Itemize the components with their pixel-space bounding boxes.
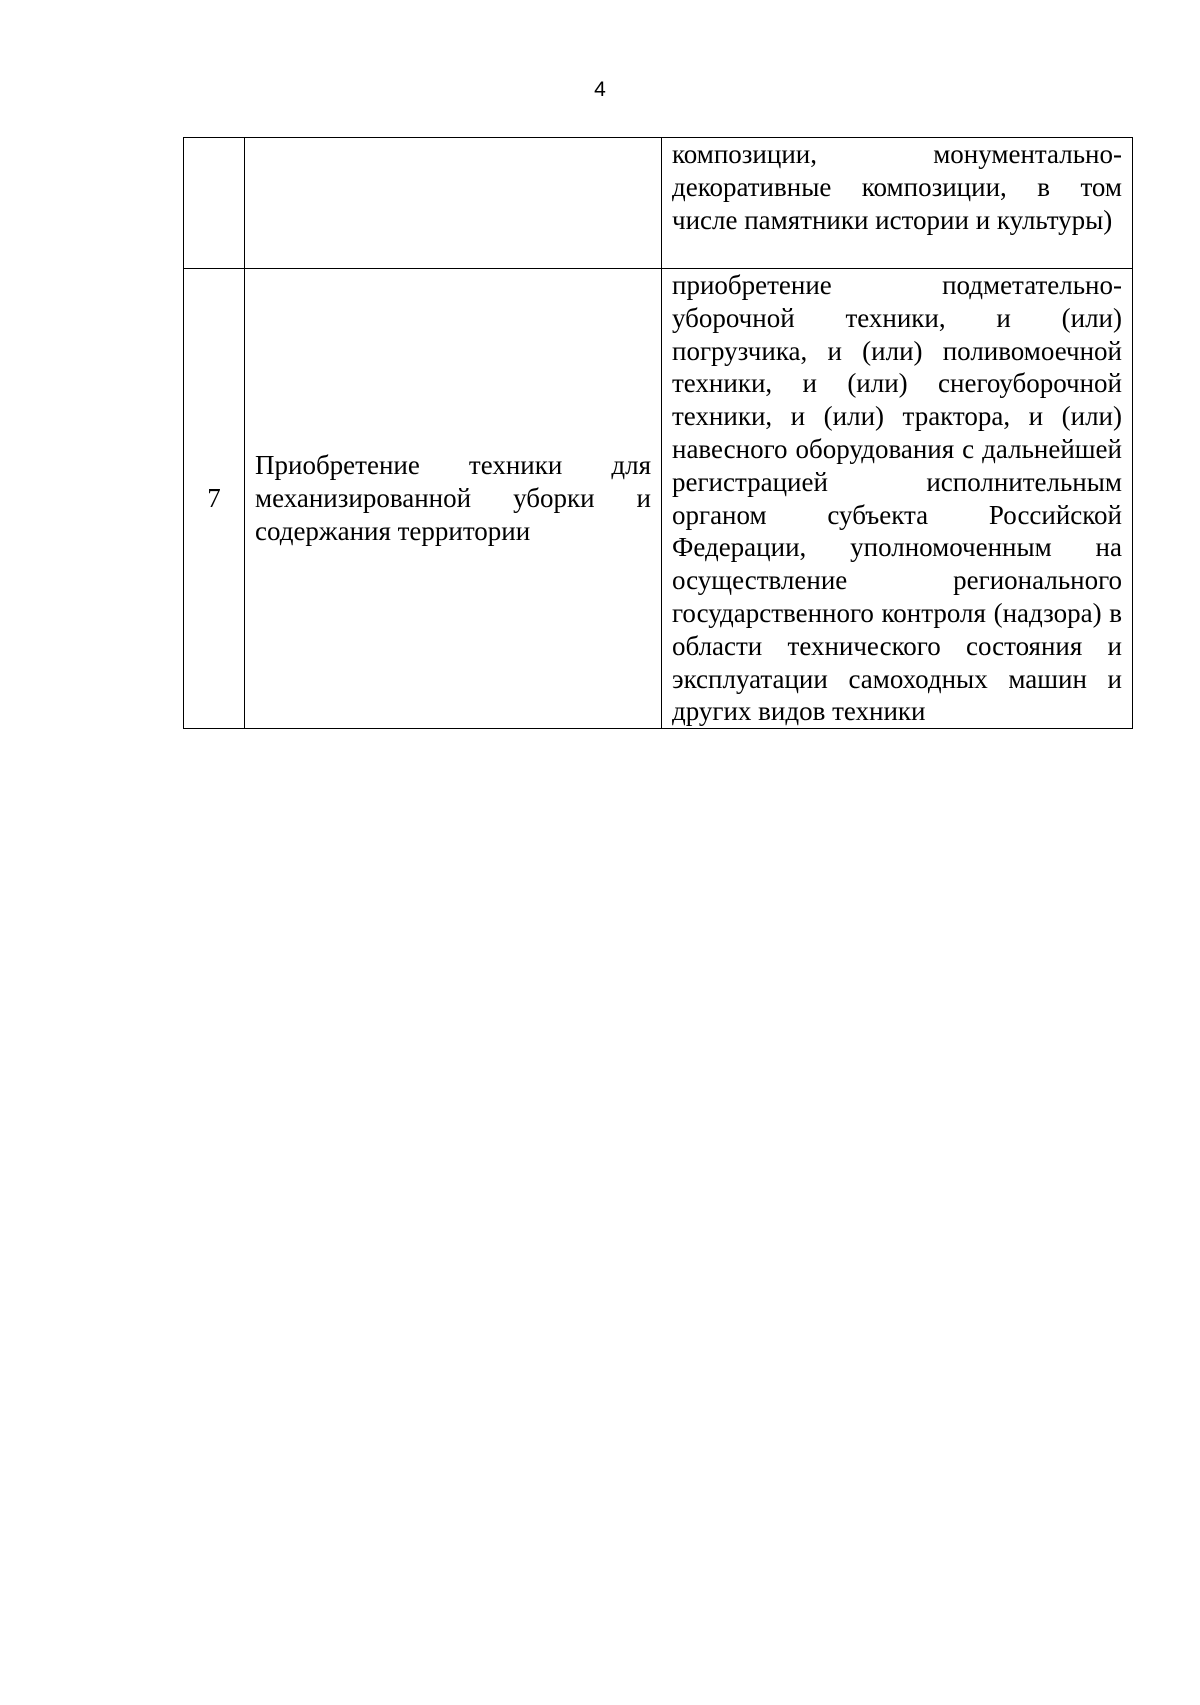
table-row-7 xyxy=(184,269,1133,729)
page-number: 4 xyxy=(594,78,606,101)
document-table xyxy=(183,137,1133,729)
row-number-cell xyxy=(184,138,245,269)
row-number-cell: 7 xyxy=(184,269,245,729)
table-row-continuation xyxy=(184,138,1133,269)
row-name-cell: Приобретение техники для механизированной уборки и содержания территории xyxy=(245,269,662,729)
row-description-cell: приобретение подметательно-уборочной техники, и (или) погрузчика, и (или) поливомоечной техники, и (или) снегоуборочной техники, и (или) трактора, и (или) навесного оборудования с дальнейшей регистрацией исполнительным органом субъекта Российской Федерации, уполномоченным на осуществление регионального государственного контроля (надзора) в области технического состояния и эксплуатации самоходных машин и других видов техники xyxy=(662,269,1133,729)
row-description-cell: композиции, монументально-декоративные композиции, в том числе памятники истории и культуры) xyxy=(662,138,1133,269)
row-name-cell xyxy=(245,138,662,269)
